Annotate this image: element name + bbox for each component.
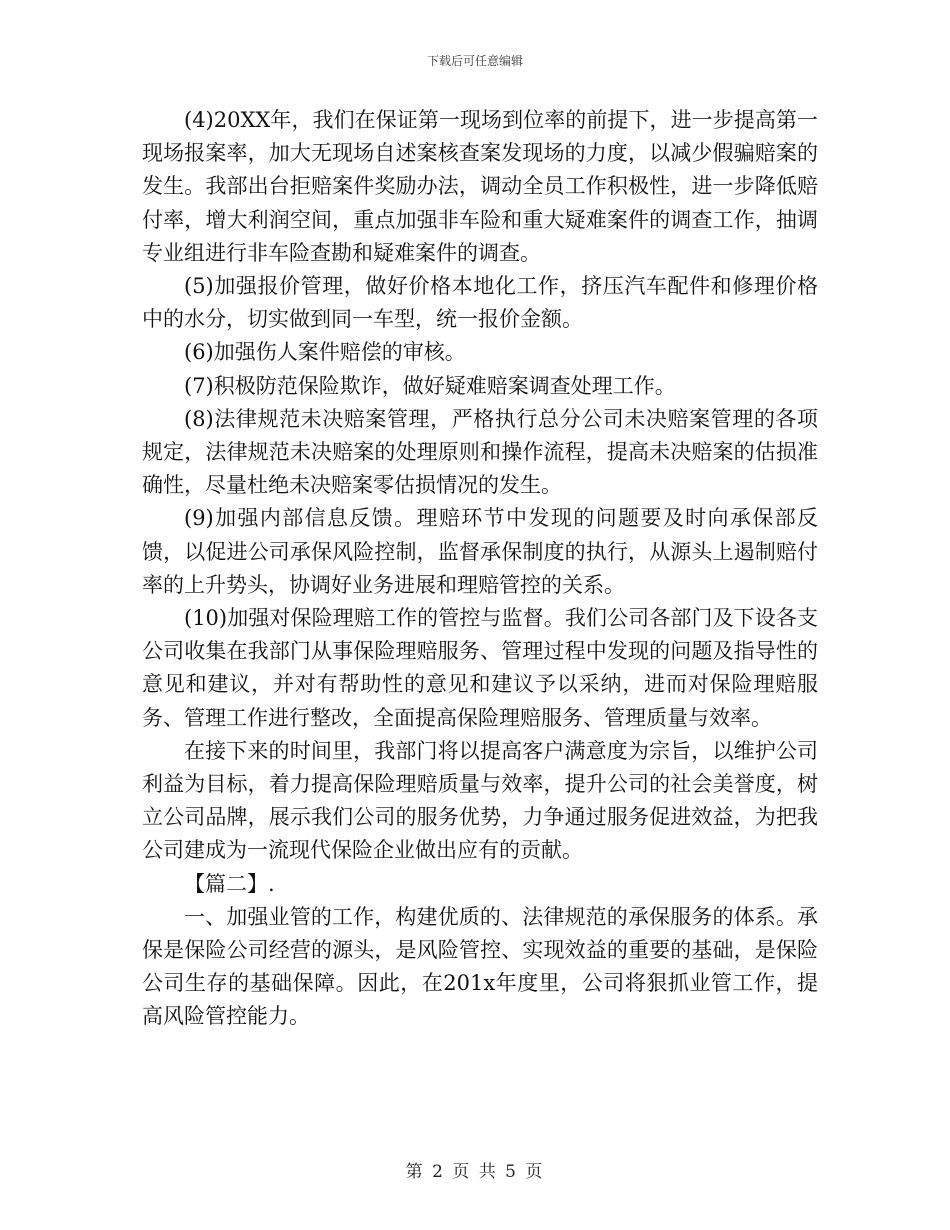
- section-heading: 【篇二】.: [184, 871, 275, 896]
- paragraph-7: (7)积极防范保险欺诈，做好疑难赔案调查处理工作。: [184, 373, 676, 398]
- paragraph-6: (6)加强伤人案件赔偿的审核。: [184, 340, 466, 365]
- paragraph-section-one: 一、加强业管的工作，构建优质的、法律规范的承保服务的体系。承保是保险公司经营的源头，是风险管控、实现效益的重要的基础，是保险公司生存的基础保障。因此，在201x年度里，公司将狠抓业管工作，提高风险管控能力。: [142, 904, 818, 1029]
- document-body: [142, 104, 818, 1034]
- page-header: 下载后可任意编辑: [426, 54, 523, 68]
- paragraph-conclusion: 在接下来的时间里，我部门将以提高客户满意度为宗旨，以维护公司利益为目标，着力提高保险理赔质量与效率，提升公司的社会美誉度，树立公司品牌，展示我们公司的服务优势，力争通过服务促进效益，为把我公司建成为一流现代保险企业做出应有的贡献。: [142, 738, 818, 863]
- paragraph-8: (8)法律规范未决赔案管理，严格执行总分公司未决赔案管理的各项规定，法律规范未决赔案的处理原则和操作流程，提高未决赔案的估损准确性，尽量杜绝未决赔案零估损情况的发生。: [142, 406, 818, 498]
- paragraph-10: (10)加强对保险理赔工作的管控与监督。我们公司各部门及下设各支公司收集在我部门从事保险理赔服务、管理过程中发现的问题及指导性的意见和建议，并对有帮助性的意见和建议予以采纳，进而对保险理赔服务、管理工作进行整改，全面提高保险理赔服务、管理质量与效率。: [142, 606, 818, 730]
- page-number-footer: 第 2 页 共 5 页: [405, 1162, 545, 1182]
- paragraph-5: (5)加强报价管理，做好价格本地化工作，挤压汽车配件和修理价格中的水分，切实做到同一车型，统一报价金额。: [142, 274, 818, 332]
- paragraph-4: (4)20XX年，我们在保证第一现场到位率的前提下，进一步提高第一现场报案率，加大无现场自述案核查案发现场的力度，以减少假骗赔案的发生。我部出台拒赔案件奖励办法，调动全员工作积极性，进一步降低赔付率，增大利润空间，重点加强非车险和重大疑难案件的调查工作，抽调专业组进行非车险查勘和疑难案件的调查。: [142, 108, 818, 265]
- paragraph-9: (9)加强内部信息反馈。理赔环节中发现的问题要及时向承保部反馈，以促进公司承保风险控制，监督承保制度的执行，从源头上遏制赔付率的上升势头，协调好业务进展和理赔管控的关系。: [142, 506, 818, 597]
